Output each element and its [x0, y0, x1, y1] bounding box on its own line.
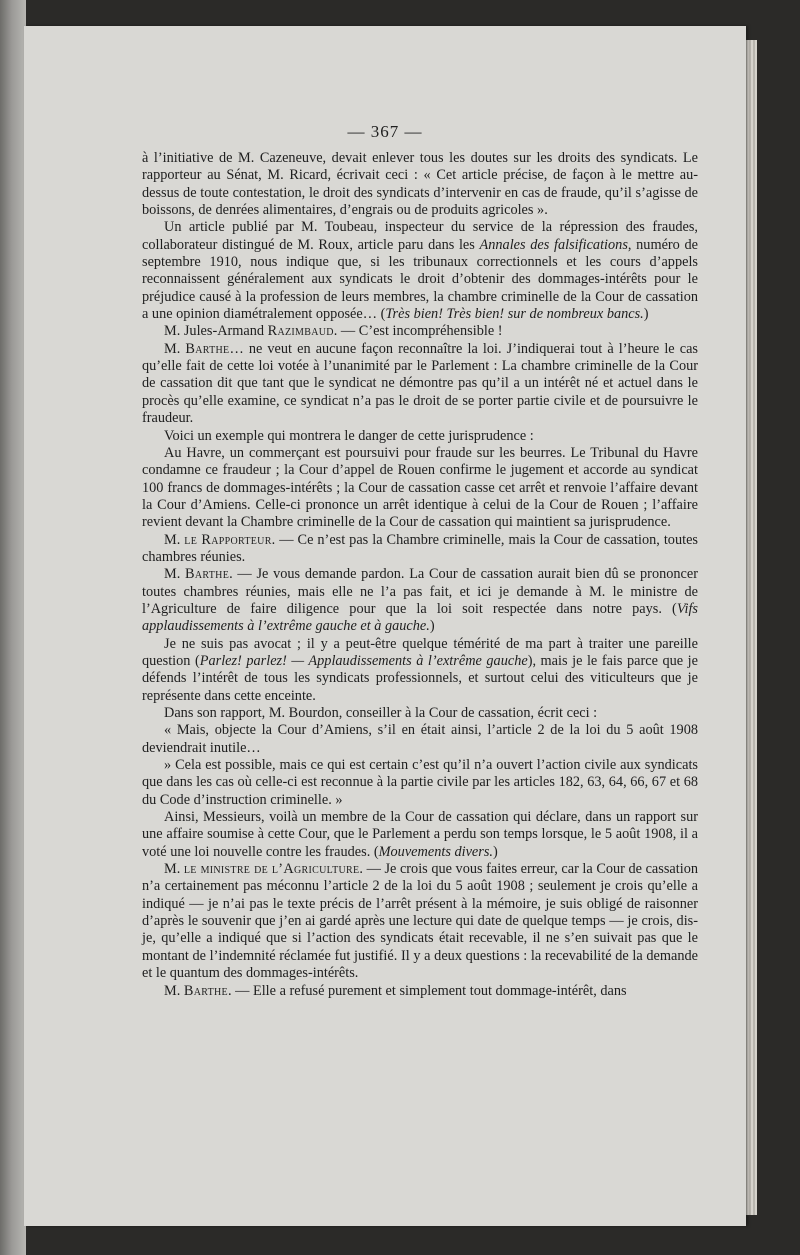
stage-direction: Mouvements divers.: [378, 843, 493, 860]
text-run: M.: [164, 531, 185, 548]
speaker-name: le Rapporteur: [184, 531, 272, 548]
text-run: M.: [164, 861, 184, 878]
paragraph: [142, 566, 698, 635]
text-run: . — Je crois que vous faites erreur, car la Cour de cassation n’a certainement pas méconnu l’article 2 de la loi du 5 août 1908 ; seulement je crois qu’elle a indiqué — je n’ai pas le texte précis de l’arrêt présent à la mémoire, je suis obligé de raisonner d’après le souvenir que j’en ai gardé après une lecture qui date de quelque temps — je crois, dis-je, qu’elle a indiqué que si l’action des syndicats était recevable, il ne s’en suivait pas que le montant de l’indemnité réclamée fut justifié. Il y a deux questions : la recevabilité de la demande et le quantum des dommages-intérêts.: [142, 861, 698, 982]
text-run: Au Havre, un commerçant est poursuivi pour fraude sur les beurres. Le Tribunal du Havre condamne ce fraudeur ; la Cour d’appel de Rouen confirme le jugement et accorde au syndicat 100 francs de dommages-intérêts ; la Cour de cassation casse cet arrêt et renvoie l’affaire devant la Cour d’Amiens. Celle-ci prononce un arrêt identique à celui de la Cour de Rouen ; l’affaire revient devant la Chambre criminelle de la Cour de cassation qui maintient sa jurisprudence.: [142, 444, 698, 531]
text-run: ): [429, 618, 435, 635]
paragraph: [142, 532, 698, 567]
text-run: M.: [164, 566, 186, 583]
speaker-name: Barthe: [183, 982, 228, 999]
paragraph: [142, 150, 698, 219]
text-run: M.: [164, 340, 186, 357]
paragraph: [142, 341, 698, 428]
text-run: . — Je vous demande pardon. La Cour de cassation aurait bien dû se prononcer toutes chambres réunies, mais elle ne l’a pas fait, et ici je demande à M. le ministre de l’Agriculture de faire diligence pour que la loi soit respectée dans notre pays. (: [142, 566, 698, 617]
text-run: « Mais, objecte la Cour d’Amiens, s’il en était ainsi, l’article 2 de la loi du 5 août 1908 deviendrait inutile…: [142, 722, 698, 756]
text-run: ): [643, 306, 649, 323]
paragraph: [142, 219, 698, 323]
paragraph: [142, 445, 698, 532]
paragraph: [142, 809, 698, 861]
text-run: » Cela est possible, mais ce qui est certain c’est qu’il n’a ouvert l’action civile aux syndicats que dans les cas où celle-ci est reconnue à la partie civile par les articles 182, 63, 64, 66, 67 et 68 du Code d’instruction criminelle. »: [142, 757, 698, 808]
text-run: Ainsi, Messieurs, voilà un membre de la Cour de cassation qui déclare, dans un rapport sur une affaire soumise à cette Cour, que le Parlement a perdu son temps lorsque, le 5 août 1908, il a voté une loi nouvelle contre les fraudes. (: [142, 809, 698, 860]
text-run: . — C’est incompréhensible !: [333, 323, 503, 340]
paragraph: [142, 722, 698, 757]
speaker-name: Barthe: [185, 340, 230, 357]
stage-direction: Parlez! parlez! — Applaudissements à l’extrême gauche: [199, 652, 528, 669]
paragraph: [142, 757, 698, 809]
text-run: … ne veut en aucune façon reconnaître la loi. J’indiquerai tout à l’heure le cas qu’elle fait de cette loi votée à l’unanimité par le Parlement : La chambre criminelle de la Cour de cassation dit que tant que le syndicat ne démontre pas qu’il a un intérêt né et actuel dans le procès qu’elle examine, ce syndicat n’a pas le droit de se porter partie civile et de poursuivre le fraudeur.: [142, 340, 698, 427]
text-run: M. Jules-Armand: [164, 323, 268, 340]
paragraph: [142, 323, 698, 340]
paragraph: [142, 983, 698, 1000]
stage-direction: Vifs applaudissements à l’extrême gauche et à gauche.: [142, 600, 698, 635]
text-body: [142, 150, 698, 1000]
stage-direction: Très bien! Très bien! sur de nombreux bancs.: [385, 306, 644, 323]
paragraph: [142, 636, 698, 705]
facing-page-edge: [0, 0, 26, 1255]
paragraph: [142, 861, 698, 982]
paragraph: [142, 705, 698, 722]
text-run: . — Elle a refusé purement et simplement tout dommage-intérêt, dans: [227, 982, 627, 999]
text-run: Dans son rapport, M. Bourdon, conseiller à la Cour de cassation, écrit ceci :: [164, 705, 598, 721]
page-number: — 367 —: [347, 122, 423, 141]
paragraph: [142, 428, 698, 445]
stage-direction: Annales des falsifications: [479, 236, 628, 253]
speaker-name: Barthe: [185, 566, 230, 583]
speaker-name: Razimbaud: [267, 323, 334, 340]
text-run: M.: [164, 982, 184, 999]
text-run: Voici un exemple qui montrera le danger de cette jurisprudence :: [164, 427, 534, 444]
text-run: Un article publié par M. Toubeau, inspecteur du service de la répression des fraudes, collaborateur distingué de M. Roux, article paru dans les: [142, 219, 698, 253]
text-run: ), mais je le fais parce que je défends l’intérêt de tous les syndicats professionnels, et surtout celui des viticulteurs que je représente dans cette enceinte.: [142, 652, 698, 704]
text-run: Je ne suis pas avocat ; il y a peut-être quelque témérité de ma part à traiter une pareille question (: [142, 635, 698, 669]
speaker-name: le ministre de l’Agriculture: [183, 861, 360, 878]
text-run: . — Ce n’est pas la Chambre criminelle, mais la Cour de cassation, toutes chambres réunies.: [142, 531, 698, 565]
scanned-page: [24, 26, 746, 1226]
text-run: à l’initiative de M. Cazeneuve, devait enlever tous les doutes sur les droits des syndicats. Le rapporteur au Sénat, M. Ricard, écrivait ceci : « Cet article précise, de façon à le mettre au-dessus de toute contestation, le droit des syndicats d’intervenir en cas de fraude, qu’il s’agisse de boissons, de denrées alimentaires, d’engrais ou de produits agricoles ».: [142, 150, 698, 219]
text-run: ): [492, 843, 498, 860]
text-run: , numéro de septembre 1910, nous indique que, si les tribunaux correctionnels et les cours d’appels reconnaissent généralement aux syndicats le droit d’obtenir des dommages-intérêts pour le préjudice causé à la profession de leurs membres, la chambre criminelle de la Cour de cassation a une opinion diamétralement opposée… (: [142, 236, 698, 323]
